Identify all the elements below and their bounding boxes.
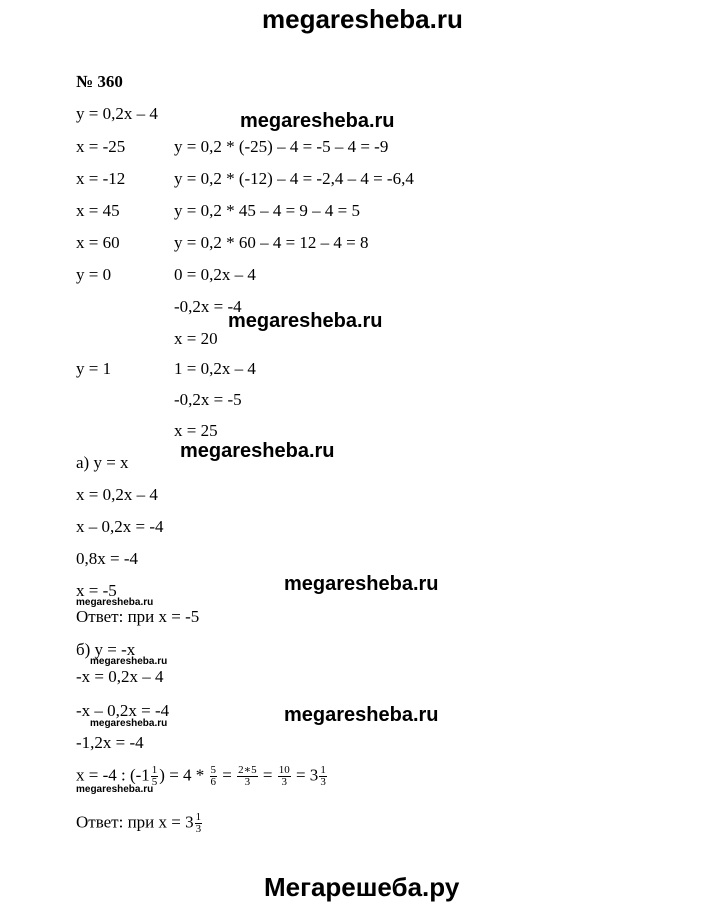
part-a-answer: Ответ: при x = -5 [76, 607, 200, 626]
watermark-small: megaresheba.ru [90, 656, 168, 667]
row-right: y = 0,2 * 45 – 4 = 9 – 4 = 5 [174, 201, 361, 220]
part-b-title: б) y = -x [76, 640, 136, 659]
part-a-line: x – 0,2x = -4 [76, 517, 164, 536]
answer-text: Ответ: при x = 3 [76, 812, 194, 832]
header-watermark: megaresheba.ru [262, 4, 463, 34]
y1-line: x = 25 [174, 421, 218, 440]
watermark: megaresheba.ru [240, 110, 395, 132]
y0-line: x = 20 [174, 329, 218, 348]
row-left: x = -12 [76, 169, 126, 188]
y0-label: y = 0 [76, 265, 112, 284]
y0-line: -0,2x = -4 [174, 297, 242, 316]
part-b-line: -1,2x = -4 [76, 733, 144, 752]
watermark: megaresheba.ru [180, 440, 335, 462]
final-text: = 3 [291, 765, 319, 785]
fraction: $\frac{1}{3}$ [195, 811, 202, 835]
part-b-answer [76, 812, 203, 835]
watermark: megaresheba.ru [284, 704, 439, 726]
y0-line: 0 = 0,2x – 4 [174, 265, 256, 284]
formula: y = 0,2x – 4 [76, 104, 158, 123]
watermark-small: megaresheba.ru [76, 597, 154, 608]
y1-label: y = 1 [76, 359, 112, 378]
row-right: y = 0,2 * (-12) – 4 = -2,4 – 4 = -6,4 [174, 169, 414, 188]
part-a-line: x = 0,2x – 4 [76, 485, 158, 504]
part-b-line: -x – 0,2x = -4 [76, 701, 170, 720]
part-a-title: а) y = x [76, 453, 129, 472]
fraction: $\frac{10}{3}$ [278, 764, 290, 788]
fraction: $\frac{1}{3}$ [320, 764, 326, 788]
final-text: = [218, 765, 237, 785]
fraction: $\frac{5}{6}$ [210, 764, 217, 788]
final-text: = [258, 765, 277, 785]
watermark: megaresheba.ru [284, 573, 439, 595]
fraction: $\frac{1}{5}$ [151, 764, 158, 788]
part-b-line: -x = 0,2x – 4 [76, 667, 164, 686]
y1-line: 1 = 0,2x – 4 [174, 359, 256, 378]
part-a-line: 0,8x = -4 [76, 549, 138, 568]
final-text: x = -4 : (-1 [76, 765, 150, 785]
footer-watermark: Мегарешеба.ру [264, 872, 460, 902]
row-left: x = -25 [76, 137, 126, 156]
row-left: x = 45 [76, 201, 120, 220]
row-left: x = 60 [76, 233, 120, 252]
watermark: megaresheba.ru [228, 310, 383, 332]
row-right: y = 0,2 * (-25) – 4 = -5 – 4 = -9 [174, 137, 389, 156]
problem-number: № 360 [76, 72, 123, 91]
part-a-line: x = -5 [76, 581, 117, 600]
fraction: $\frac{2∗5}{3}$ [238, 764, 257, 788]
y1-line: -0,2x = -5 [174, 390, 242, 409]
watermark-small: megaresheba.ru [76, 784, 154, 795]
final-text: ) = 4 * [159, 765, 209, 785]
row-right: y = 0,2 * 60 – 4 = 12 – 4 = 8 [174, 233, 369, 252]
watermark-small: megaresheba.ru [90, 718, 168, 729]
